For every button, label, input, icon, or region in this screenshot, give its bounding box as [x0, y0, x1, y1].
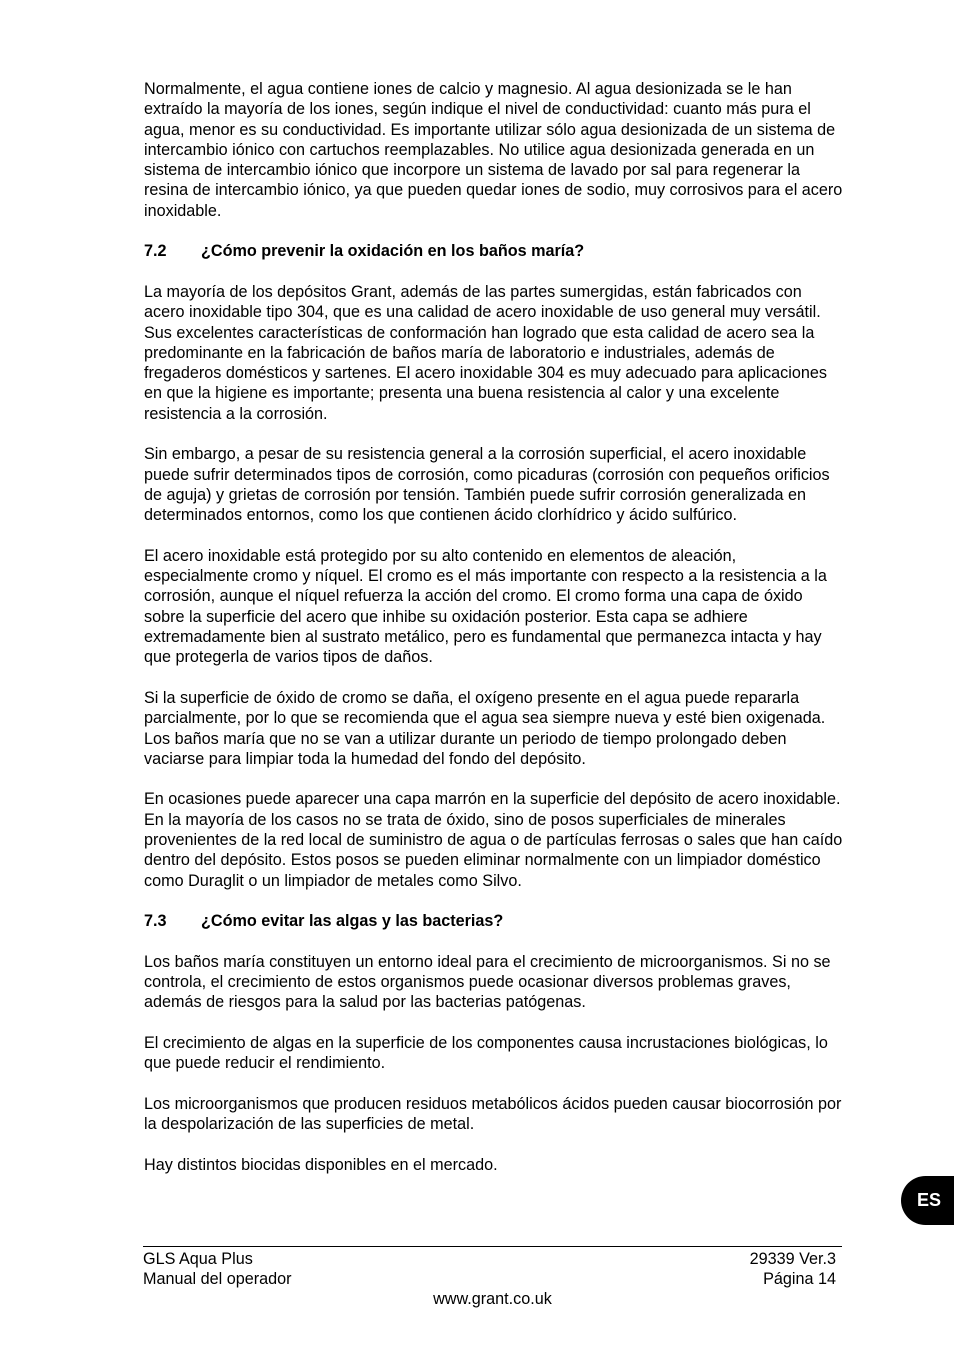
- section-number: 7.3: [144, 912, 167, 931]
- section-title: ¿Cómo prevenir la oxidación en los baños maría?: [201, 242, 585, 261]
- language-tab: ES: [901, 1176, 954, 1225]
- paragraph: Los baños maría constituyen un entorno ideal para el crecimiento de microorganismos. Si no se controla, el crecimiento de estos organismos puede ocasionar diversos problemas graves, además de riesgos para la salud por las bacterias patógenas.: [144, 952, 831, 1012]
- footer-url: www.grant.co.uk: [433, 1290, 552, 1308]
- footer-row-1: [143, 1249, 842, 1269]
- paragraph: Sin embargo, a pesar de su resistencia general a la corrosión superficial, el acero inoxidable puede sufrir determinados tipos de corrosión, como picaduras (corrosión con pequeños orificios de aguja) y grietas de corrosión por tensión. También puede sufrir corrosión generalizada en determinados entornos, como los que contienen ácido clorhídrico y ácido sulfúrico.: [144, 445, 830, 525]
- footer-doc-number: 29339 Ver.3: [749, 1250, 836, 1268]
- paragraph: El acero inoxidable está protegido por su alto contenido en elementos de aleación, especialmente cromo y níquel. El cromo es el más importante con respecto a la resistencia a la corrosión, aunque el níquel refuerza la acción del cromo. El cromo forma una capa de óxido sobre la superficie del acero que inhibe su oxidación posterior. Esta capa se adhiere extremadamente bien al sustrato metálico, pero es fundamental que permanezca intacta y hay que protegerla de varios tipos de daños.: [144, 546, 827, 667]
- intro-paragraph: Normalmente, el agua contiene iones de calcio y magnesio. Al agua desionizada se le han extraído la mayoría de los iones, según indique el nivel de conductividad: cuanto más pura el agua, menor es su conductividad. Es importante utilizar sólo agua desionizada de un sistema de intercambio iónico con cartuchos reemplazables. No utilice agua desionizada generada en un sistema de intercambio iónico que incorpore un sistema de lavado por sal para regenerar la resina de intercambio iónico, ya que pueden quedar iones de sodio, muy corrosivos para el acero inoxidable.: [144, 80, 843, 220]
- paragraph: Si la superficie de óxido de cromo se daña, el oxígeno presente en el agua puede repararla parcialmente, por lo que se recomienda que el agua sea siempre nueva y esté bien oxigenada. Los baños maría que no se van a utilizar durante un periodo de tiempo prolongado deben vaciarse para limpiar toda la humedad del fondo del depósito.: [144, 688, 826, 768]
- section-number: 7.2: [144, 242, 167, 261]
- page-footer: [143, 1246, 842, 1309]
- paragraph: Los microorganismos que producen residuos metabólicos ácidos pueden causar biocorrosión por la despolarización de las superficies de metal.: [144, 1094, 842, 1134]
- document-body: [144, 79, 844, 1195]
- section-heading-7-2: [144, 241, 844, 261]
- footer-product: GLS Aqua Plus: [143, 1250, 253, 1268]
- footer-row-2: [143, 1269, 842, 1289]
- paragraph: La mayoría de los depósitos Grant, además de las partes sumergidas, están fabricados con acero inoxidable tipo 304, que es una calidad de acero inoxidable de uso general muy versátil. Sus excelentes características de conformación han logrado que esta calidad de acero sea la predominante en la fabricación de baños maría de laboratorio e industriales, además de fregaderos domésticos y sartenes. El acero inoxidable 304 es muy adecuado para aplicaciones en que la higiene es importante; presenta una buena resistencia al calor y una excelente resistencia a la corrosión.: [144, 282, 827, 423]
- section-title: ¿Cómo evitar las algas y las bacterias?: [201, 912, 504, 931]
- footer-doc-type: Manual del operador: [143, 1270, 292, 1288]
- footer-page-number: Página 14: [763, 1270, 836, 1288]
- paragraph: En ocasiones puede aparecer una capa marrón en la superficie del depósito de acero inoxidable. En la mayoría de los casos no se trata de óxido, sino de posos superficiales de minerales provenientes de la red local de suministro de agua o de partículas ferrosas o sales que han caído dentro del depósito. Estos posos se pueden eliminar normalmente con un limpiador doméstico como Duraglit o un limpiador de metales como Silvo.: [144, 790, 843, 890]
- section-heading-7-3: [144, 911, 844, 931]
- paragraph: Hay distintos biocidas disponibles en el mercado.: [144, 1155, 498, 1174]
- paragraph: El crecimiento de algas en la superficie de los componentes causa incrustaciones biológicas, lo que puede reducir el rendimiento.: [144, 1033, 828, 1073]
